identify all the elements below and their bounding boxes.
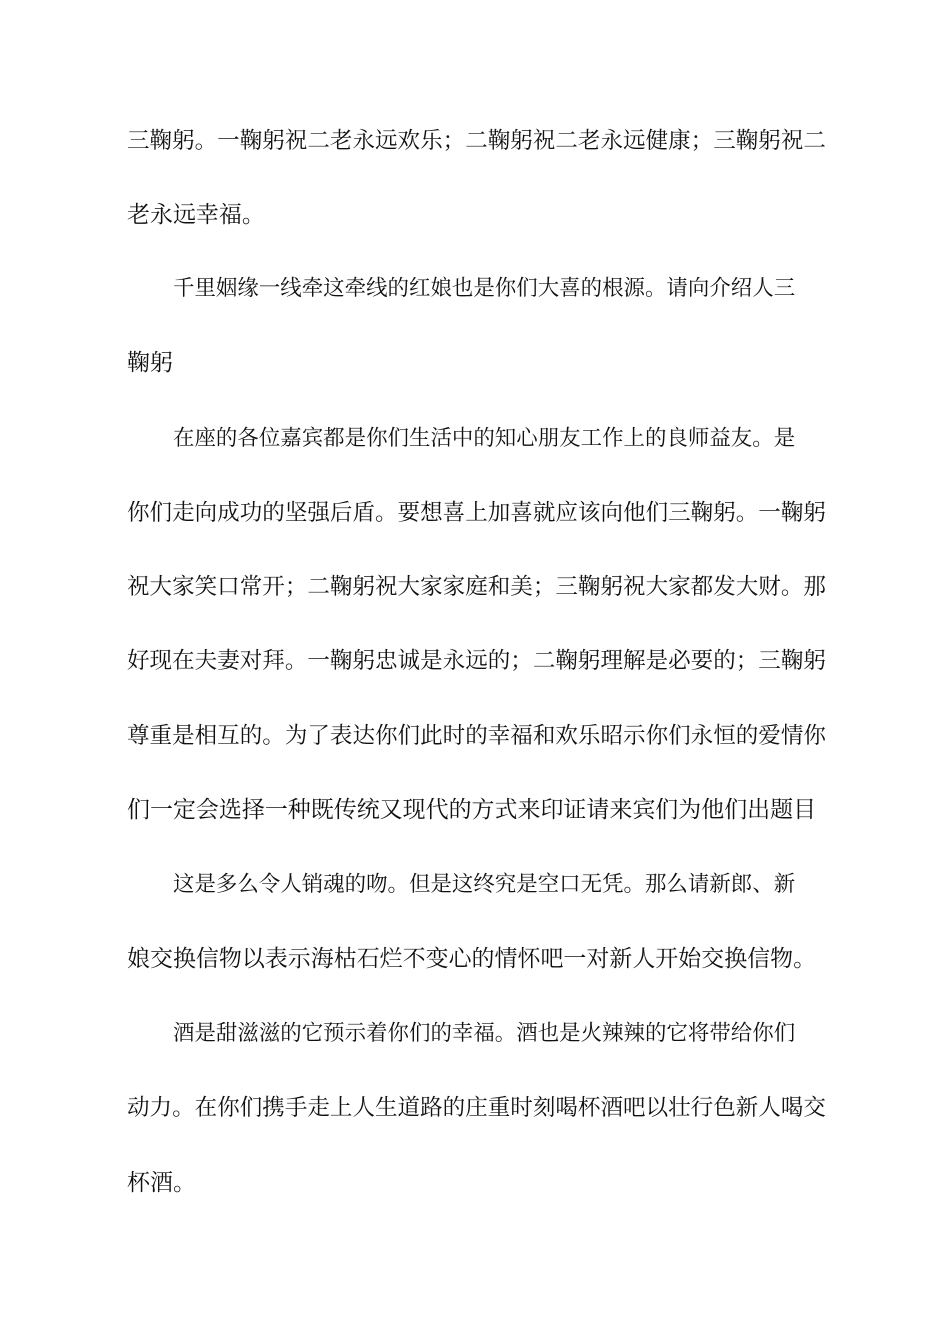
text-line: 尊重是相互的。为了表达你们此时的幸福和欢乐昭示你们永恒的爱情你 xyxy=(127,723,826,749)
text-line: 鞠躬 xyxy=(127,350,173,376)
text-line: 动力。在你们携手走上人生道路的庄重时刻喝杯酒吧以壮行色新人喝交 xyxy=(127,1095,826,1121)
text-line: 娘交换信物以表示海枯石烂不变心的情怀吧一对新人开始交换信物。 xyxy=(127,946,817,972)
text-line: 老永远幸福。 xyxy=(127,202,265,228)
text-line: 好现在夫妻对拜。一鞠躬忠诚是永远的；二鞠躬理解是必要的；三鞠躬 xyxy=(127,648,826,674)
text-line: 祝大家笑口常开；二鞠躬祝大家家庭和美；三鞠躬祝大家都发大财。那 xyxy=(127,574,826,600)
paragraph-first-line: 酒是甜滋滋的它预示着你们的幸福。酒也是火辣辣的它将带给你们 xyxy=(173,1021,796,1046)
paragraph-first-line: 在座的各位嘉宾都是你们生活中的知心朋友工作上的良师益友。是 xyxy=(173,426,796,451)
paragraph-first-line: 这是多么令人销魂的吻。但是这终究是空口无凭。那么请新郎、新 xyxy=(173,872,796,897)
text-line: 们一定会选择一种既传统又现代的方式来印证请来宾们为他们出题目 xyxy=(127,797,817,823)
text-line: 你们走向成功的坚强后盾。要想喜上加喜就应该向他们三鞠躬。一鞠躬 xyxy=(127,500,826,526)
paragraph-first-line: 千里姻缘一线牵这牵线的红娘也是你们大喜的根源。请向介绍人三 xyxy=(173,276,796,301)
text-line: 杯酒。 xyxy=(127,1170,196,1196)
text-line: 三鞠躬。一鞠躬祝二老永远欢乐；二鞠躬祝二老永远健康；三鞠躬祝二 xyxy=(127,128,826,154)
